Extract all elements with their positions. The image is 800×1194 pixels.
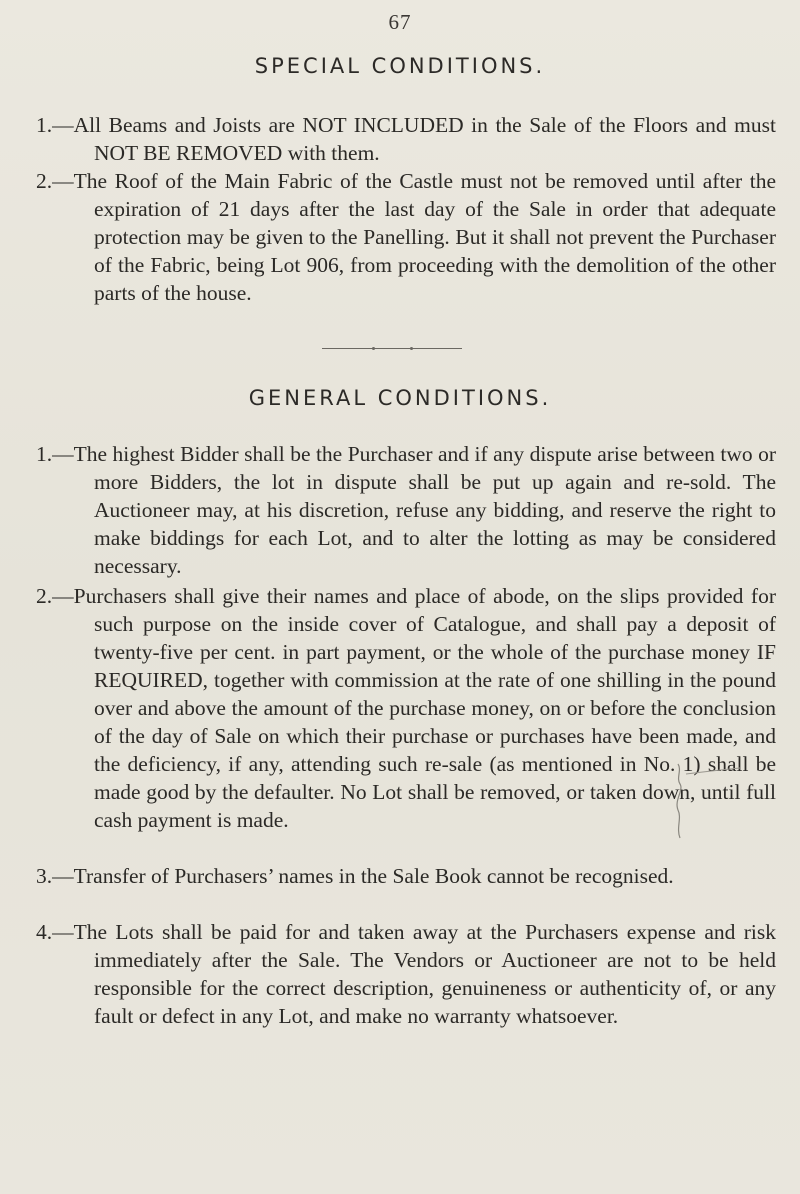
page-number: 67 — [388, 10, 412, 34]
special-condition-1 — [36, 111, 776, 167]
clause-text: All Beams and Joists are NOT INCLUDED in the Sale of the Floors and must NOT BE REMOVED with them. — [73, 113, 776, 165]
clause-text: Purchasers shall give their names and place of abode, on the slips provided for such purpose on the inside cover of Catalogue, and shall pay a deposit of twenty-five per cent. in part payment, or the whole of the purchase money IF REQUIRED, together with commission at the rate of one shilling in the pound over and above the amount of the purchase money, on or before the conclusion of the day of Sale on which their purchase or purchases have been made, and the deficiency, if any, attending such re-sale (as mentioned in No. 1) shall be made good by the defaulter. No Lot shall be removed, or taken down, until full cash payment is made. — [73, 584, 776, 832]
general-condition-3 — [36, 862, 776, 890]
handwritten-bracket-mark — [672, 760, 742, 844]
section-divider — [322, 348, 462, 349]
clause-number: 3.— — [36, 864, 74, 888]
general-condition-2 — [36, 582, 776, 834]
clause-number: 2.— — [36, 584, 74, 608]
general-condition-1 — [36, 440, 776, 580]
general-conditions-heading: GENERAL CONDITIONS. — [248, 386, 552, 410]
clause-text: The Lots shall be paid for and taken away at the Purchasers expense and risk immediately after the Sale. The Vendors or Auctioneer are not to be held responsible for the correct description, genuineness or authenticity of, or any fault or defect in any Lot, and make no warranty whatsoever. — [73, 920, 776, 1028]
special-conditions-heading: SPECIAL CONDITIONS. — [254, 54, 546, 78]
clause-text: Transfer of Purchasers’ names in the Sale Book cannot be recognised. — [73, 864, 674, 888]
clause-number: 2.— — [36, 169, 74, 193]
clause-number: 1.— — [36, 113, 74, 137]
clause-number: 4.— — [36, 920, 74, 944]
clause-text: The Roof of the Main Fabric of the Castle must not be removed until after the expiration of 21 days after the last day of the Sale in order that adequate protection may be given to the Panelling. But it shall not prevent the Purchaser of the Fabric, being Lot 906, from proceeding with the demolition of the other parts of the house. — [73, 169, 776, 305]
clause-number: 1.— — [36, 442, 74, 466]
clause-text: The highest Bidder shall be the Purchaser and if any dispute arise between two or more Bidders, the lot in dispute shall be put up again and re-sold. The Auctioneer may, at his discretion, refuse any bidding, and reserve the right to make biddings for each Lot, and to alter the lotting as may be considered necessary. — [73, 442, 776, 578]
general-condition-4 — [36, 918, 776, 1030]
special-condition-2 — [36, 167, 776, 307]
